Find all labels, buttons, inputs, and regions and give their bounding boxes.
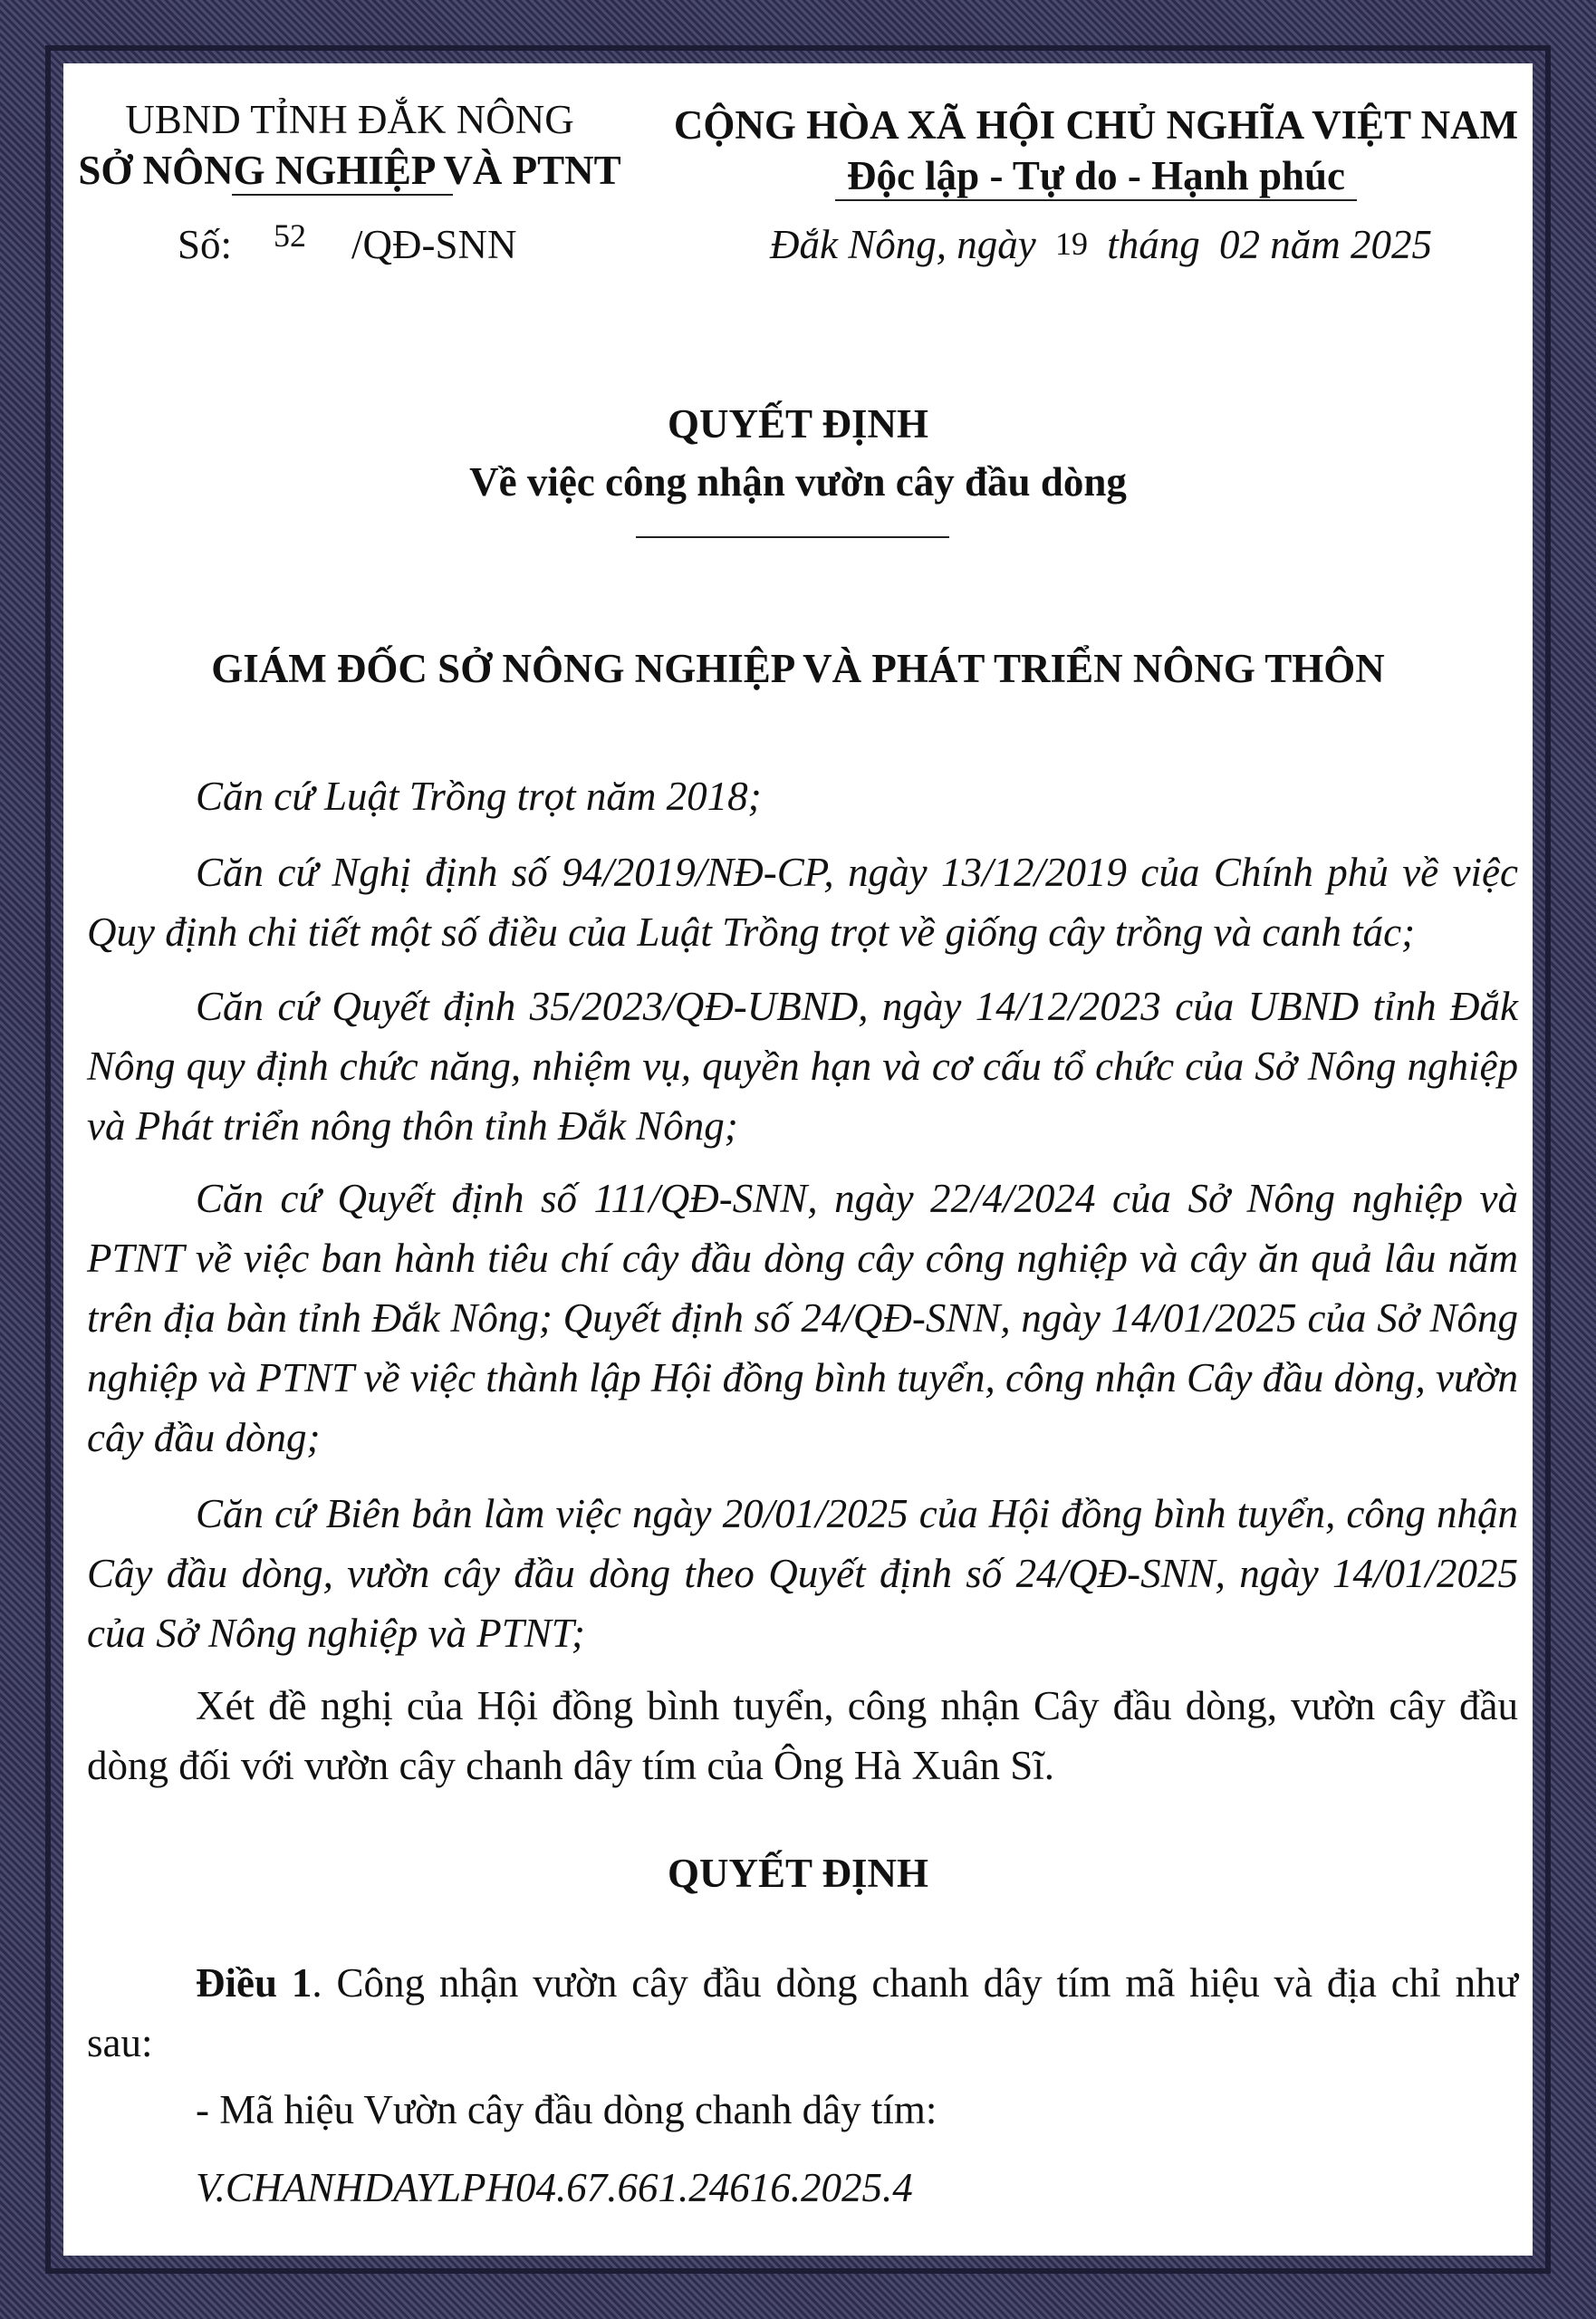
decision-title: QUYẾT ĐỊNH: [668, 401, 928, 447]
agency-underline: [232, 194, 453, 196]
article-1-label: Điều 1: [196, 1960, 312, 2006]
basis-paragraph: Căn cứ Quyết định số 111/QĐ-SNN, ngày 22/4/2024 của Sở Nông nghiệp và PTNT về việc ban hành tiêu chí cây đầu dòng cây công nghiệp và cây ăn quả lâu năm trên địa bàn tỉnh Đắk Nông; Quyết định số 24/QĐ-SNN, ngày 14/01/2025 của Sở Nông nghiệp và PTNT về việc thành lập Hội đồng bình tuyển, công nhận Cây đầu dòng, vườn cây đầu dòng;: [87, 1176, 1519, 1460]
code-value: V.CHANHDAYLPH04.67.661.24616.2025.4: [196, 2165, 913, 2210]
date-year: năm 2025: [1270, 222, 1432, 267]
basis-paragraph: Căn cứ Biên bản làm việc ngày 20/01/2025 của Hội đồng bình tuyển, công nhận Cây đầu dòng, vườn cây đầu dòng theo Quyết định số 24/QĐ-SNN, ngày 14/01/2025 của Sở Nông nghiệp và PTNT;: [87, 1491, 1518, 1656]
doc-number-label: Số:: [178, 222, 233, 267]
basis-paragraph: Căn cứ Quyết định 35/2023/QĐ-UBND, ngày 14/12/2023 của UBND tỉnh Đắk Nông quy định chức năng, nhiệm vụ, quyền hạn và cơ cấu tổ chức của Sở Nông nghiệp và Phát triển nông thôn tỉnh Đắk Nông;: [87, 984, 1518, 1149]
doc-number: 52: [274, 217, 306, 254]
article-1: [87, 1953, 1518, 2073]
consideration-paragraph: Xét đề nghị của Hội đồng bình tuyển, công nhận Cây đầu dòng, vườn cây đầu dòng đối với vườn cây chanh dây tím của Ông Hà Xuân Sĩ.: [87, 1683, 1518, 1788]
decision-heading: QUYẾT ĐỊNH: [668, 1851, 928, 1896]
date-month-label: tháng: [1107, 222, 1200, 267]
decision-subject: Về việc công nhận vườn cây đầu dòng: [469, 459, 1127, 505]
title-underline: [636, 536, 949, 538]
agency-parent: UBND TỈNH ĐẮK NÔNG: [125, 97, 574, 142]
code-label: - Mã hiệu Vườn cây đầu dòng chanh dây tím:: [196, 2087, 937, 2132]
issue-date: [770, 219, 1432, 273]
article-1-text: . Công nhận vườn cây đầu dòng chanh dây tím mã hiệu và địa chỉ như sau:: [87, 1960, 1518, 2065]
motto-underline: [835, 199, 1357, 201]
basis-paragraph: Căn cứ Nghị định số 94/2019/NĐ-CP, ngày 13/12/2019 của Chính phủ về việc Quy định chi tiết một số điều của Luật Trồng trọt về giống cây trồng và canh tác;: [87, 850, 1518, 955]
authority-heading: GIÁM ĐỐC SỞ NÔNG NGHIỆP VÀ PHÁT TRIỂN NÔNG THÔN: [211, 646, 1385, 691]
doc-number-suffix: /QĐ-SNN: [351, 222, 517, 267]
date-day: 19: [1054, 226, 1088, 262]
basis-paragraph: Căn cứ Luật Trồng trọt năm 2018;: [196, 774, 762, 819]
date-month: 02: [1218, 222, 1260, 267]
nation-title: CỘNG HÒA XÃ HỘI CHỦ NGHĨA VIỆT NAM: [673, 102, 1519, 148]
document-page: [63, 63, 1533, 2256]
agency-name: SỞ NÔNG NGHIỆP VÀ PTNT: [78, 148, 621, 193]
nation-motto: Độc lập - Tự do - Hạnh phúc: [846, 153, 1346, 198]
date-prefix: Đắk Nông, ngày: [770, 222, 1036, 267]
